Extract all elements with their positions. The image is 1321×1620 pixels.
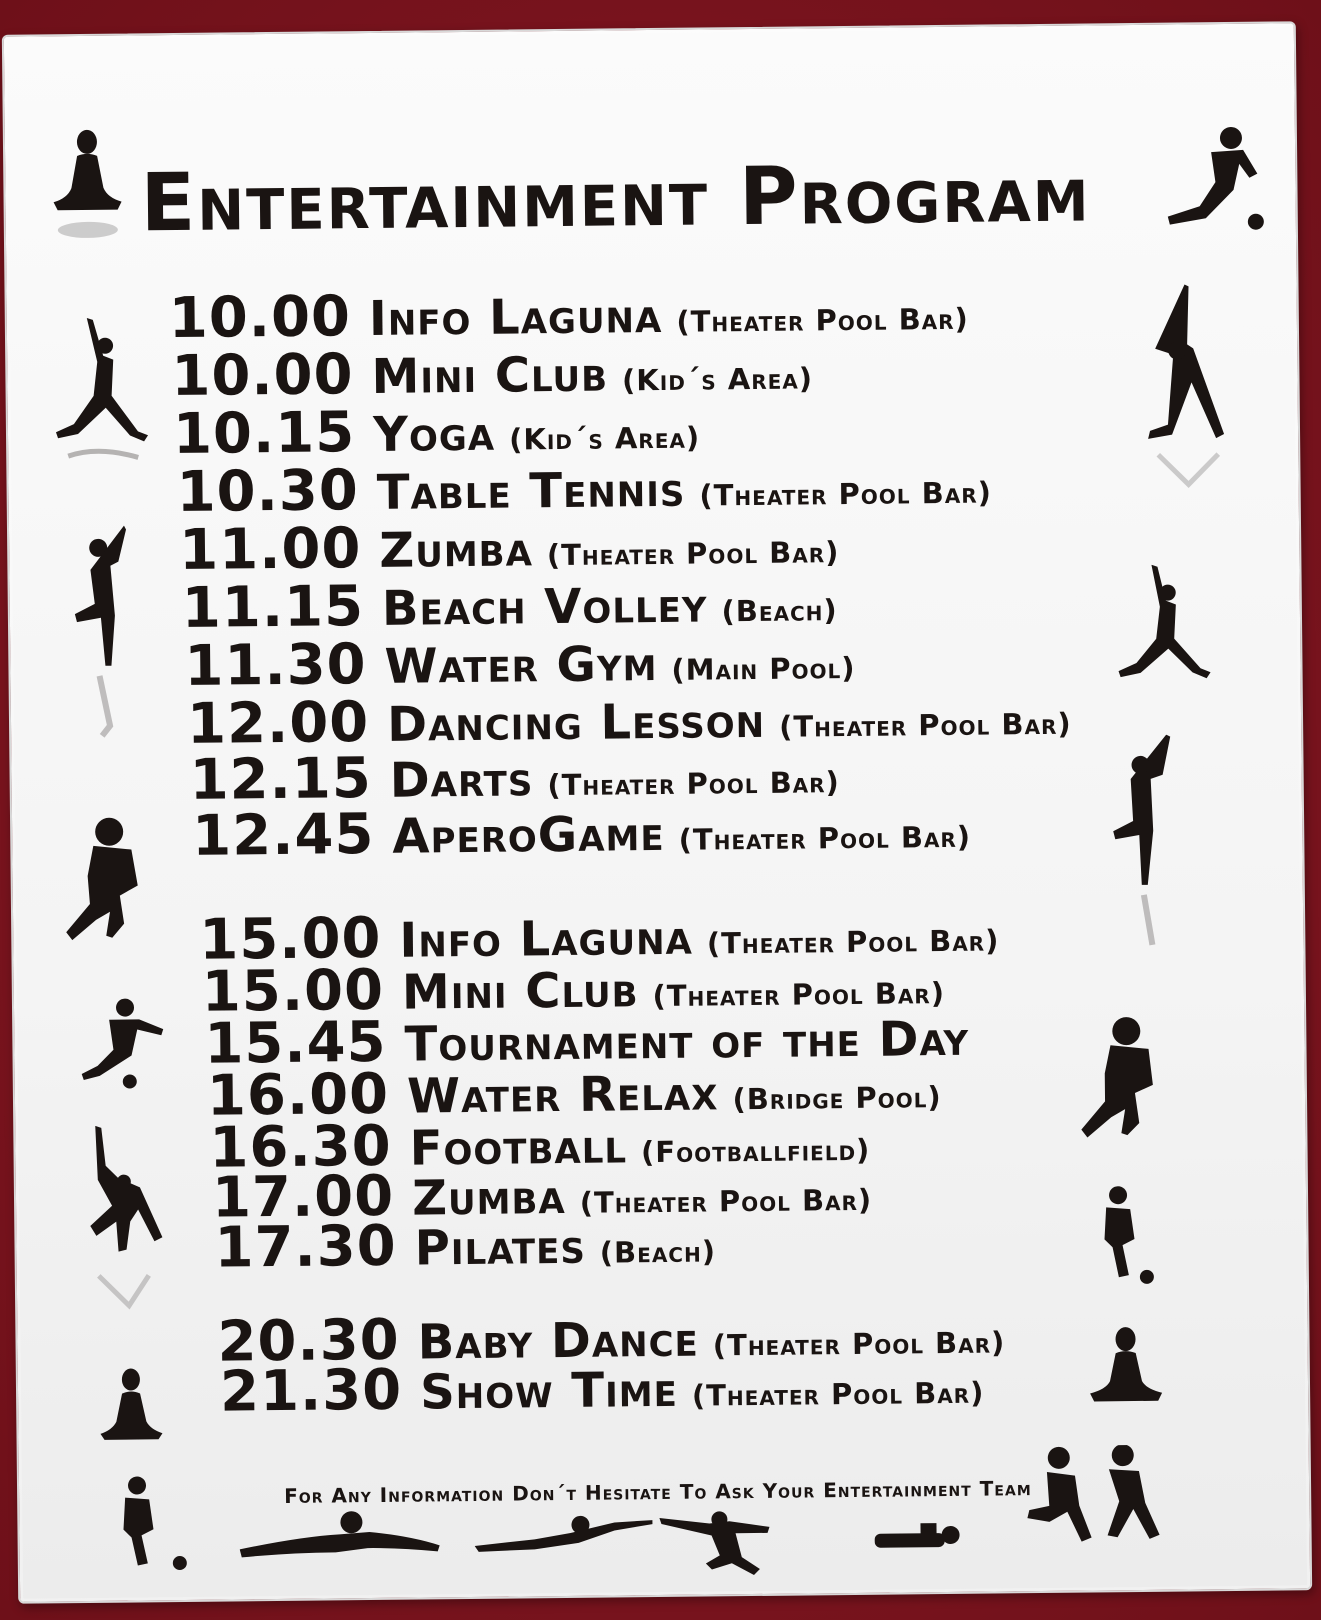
runner-icon [1019,1445,1170,1557]
schedule-time: 17.30 [214,1213,398,1281]
runner-icon [1088,1185,1169,1296]
schedule-row [168,283,970,352]
schedule-location: (Theater Pool Bar) [676,301,970,339]
schedule-activity: AperoGame [392,805,665,865]
schedule-activity: Mini Club [371,346,609,405]
schedule-activity: Zumba [411,1168,566,1227]
schedule-location: (Theater Pool Bar) [712,1325,1006,1363]
schedule-row [178,516,840,583]
schedule-location: (Footballfield) [640,1132,871,1170]
schedule-activity: Zumba [379,521,534,579]
dancer-icon [47,315,159,496]
schedule-time: 11.00 [178,516,362,583]
swimmer-icon [874,1517,964,1558]
dancer-icon [1109,564,1221,715]
schedule-time: 12.15 [189,745,373,813]
schedule-activity: Water Gym [384,635,658,695]
schedule-row [181,574,838,641]
schedule-time: 12.00 [186,690,370,757]
schedule-location: (Theater Pool Bar) [546,535,840,573]
schedule-activity: Yoga [372,405,496,463]
schedule-activity: Baby Dance [417,1311,700,1371]
schedule-activity: Show Time [419,1361,679,1421]
schedule-activity: Beach Volley [381,577,708,637]
yoga-pose-icon [64,525,146,746]
meditation-icon [1085,1325,1166,1416]
schedule-time: 16.30 [209,1113,392,1181]
schedule-time: 12.45 [191,801,375,869]
schedule-time: 10.00 [171,342,354,410]
schedule-time: 15.00 [201,957,385,1025]
schedule-activity: Darts [389,751,534,809]
schedule-location: (Kid´s Area) [621,361,814,398]
schedule-activity: Water Relax [406,1065,719,1125]
schedule-location: (Theater Pool Bar) [547,765,841,803]
runner-icon [1064,1015,1165,1146]
schedule-row [219,1357,985,1425]
schedule-activity: Info Laguna [399,909,694,969]
gymnast-icon [659,1507,790,1578]
schedule-time: 21.30 [219,1357,403,1425]
entertainment-poster [2,21,1312,1603]
schedule-activity: Table Tennis [376,461,686,521]
schedule-location: (Theater Pool Bar) [778,706,1072,744]
schedule-row [172,400,701,468]
schedule-location: (Theater Pool Bar) [678,819,972,857]
yoga-pose-icon [77,1125,169,1316]
meditation-icon [47,126,128,247]
schedule-activity: Info Laguna [368,287,663,347]
yoga-pose-icon [1096,734,1188,955]
runner-icon [57,815,148,946]
swimmer-icon [474,1510,655,1572]
schedule-time: 15.45 [204,1009,387,1077]
schedule-time: 17.00 [211,1163,395,1231]
schedule-activity: Tournament of the Day [404,1010,970,1073]
schedule-location: (Beach) [599,1234,717,1270]
schedule-time: 16.00 [206,1061,390,1129]
soccer-player-icon [1155,124,1266,235]
poster-title: Entertainment Program [140,146,1091,250]
schedule-location: (Theater Pool Bar) [706,923,1000,961]
schedule-row [191,801,972,869]
schedule-activity: Pilates [414,1218,587,1277]
schedule-row [214,1213,717,1281]
schedule-row [186,688,1072,757]
soccer-player-icon [69,995,170,1096]
schedule-location: (Theater Pool Bar) [699,475,993,513]
swimmer-icon [239,1507,450,1569]
schedule-time: 10.30 [176,458,360,526]
schedule-row [171,342,814,410]
schedule-activity: Dancing Lesson [386,692,766,753]
schedule-row [189,745,841,813]
schedule-location: (Theater Pool Bar) [652,975,946,1014]
schedule-location: (Kid´s Area) [508,420,701,457]
schedule-location: (Theater Pool Bar) [691,1375,985,1413]
schedule-location: (Main Pool) [671,650,856,687]
schedule-time: 10.15 [172,400,356,468]
schedule-row [176,456,993,526]
schedule-time: 20.30 [217,1307,400,1375]
schedule-location: (Theater Pool Bar) [579,1182,873,1220]
yoga-pose-icon [1137,284,1239,505]
schedule-activity: Mini Club [401,962,639,1021]
schedule-time: 11.15 [181,574,365,641]
schedule-activity: Football [409,1118,628,1177]
schedule-location: (Bridge Pool) [732,1080,942,1117]
schedule-time: 10.00 [168,284,352,352]
poster-footer: For Any Information Don´t Hesitate To Ask Your Entertainment Team [284,1476,1032,1508]
schedule-row [184,632,856,699]
meditation-icon [96,1365,167,1456]
schedule-time: 15.00 [198,905,382,973]
schedule-time: 11.30 [184,632,367,699]
runner-icon [107,1475,198,1576]
schedule-location: (Beach) [721,593,838,629]
